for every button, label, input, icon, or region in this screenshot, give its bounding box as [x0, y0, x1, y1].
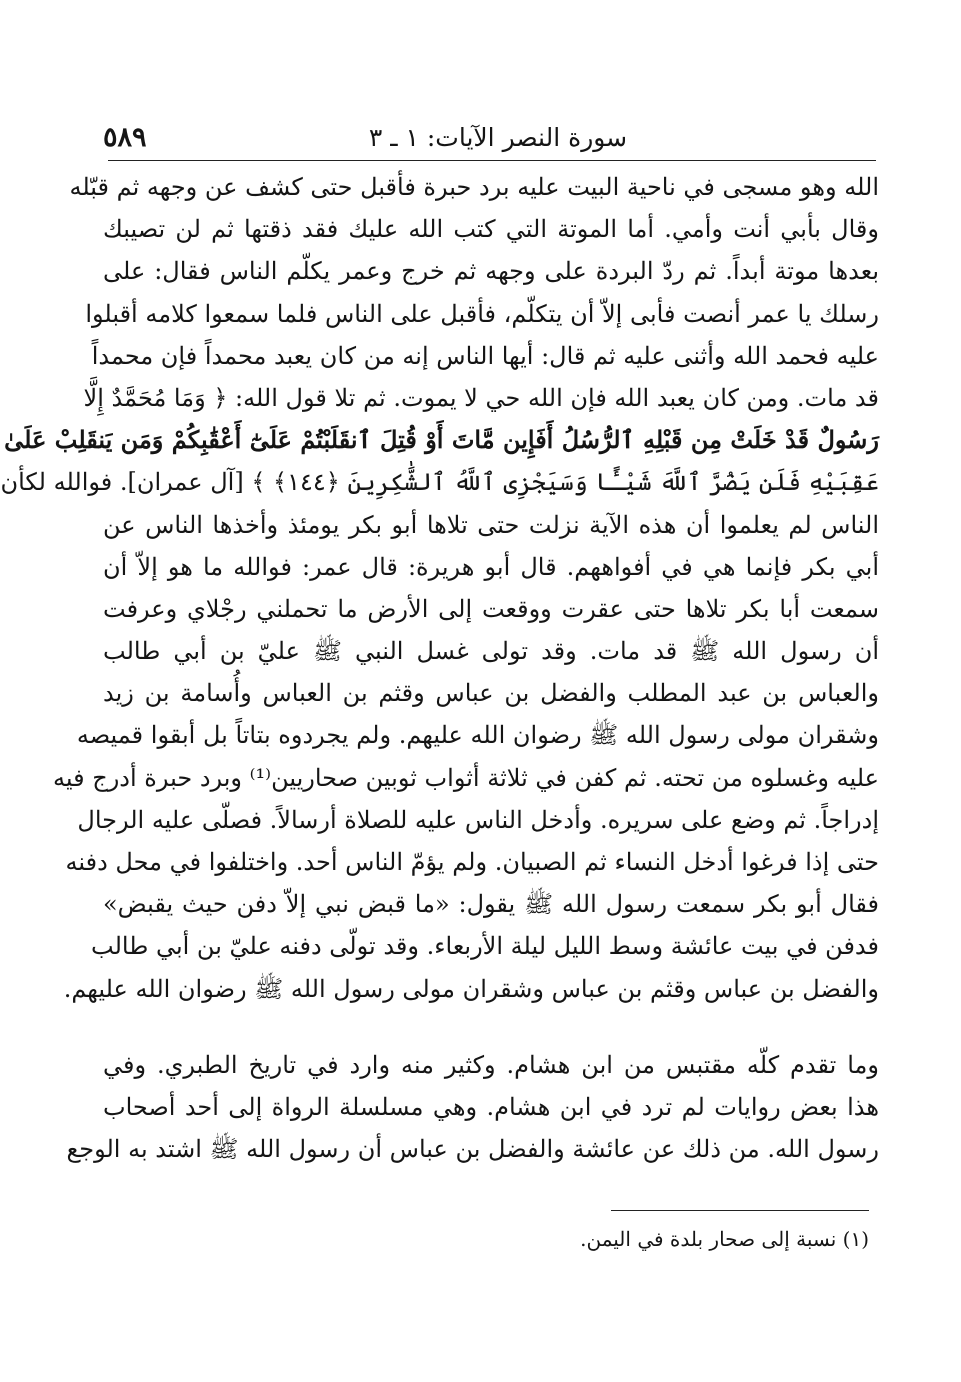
text-line: عليه فحمد الله وأثنى عليه ثم قال: أيها الناس إنه من كان يعبد محمداً فإن محمداً — [91, 341, 879, 370]
text-line: رسلك يا عمر أنصت فأبى إلاّ أن يتكلّم، فأقبل على الناس فلما سمعوا كلامه أقبلوا — [85, 299, 879, 328]
text-line: فقال أبو بكر سمعت رسول الله ﷺ يقول: «ما قبض نبي إلاّ دفن حيث يقبض» — [103, 890, 879, 919]
text-line: الله وهو مسجى في ناحية البيت عليه برد حبرة فأقبل حتى كشف عن وجهه ثم قبّله — [69, 173, 879, 201]
text-line: أن رسول الله ﷺ قد مات. وقد تولى غسل النبي ﷺ عليّ بن أبي طالب — [103, 637, 879, 666]
header-rule — [108, 160, 876, 161]
paragraph-gap — [103, 1010, 879, 1044]
text-line: وقال بأبي أنت وأمي. أما الموتة التي كتب الله عليك فقد ذقتها ثم لن تصيبك — [103, 215, 879, 244]
text-line: بعدها موتة أبداً. ثم ردّ البردة على وجهه ثم خرج وعمر يكلّم الناس فقال: على — [103, 257, 879, 286]
text-line: سمعت أبا بكر تلاها حتى عقرت ووقعت إلى الأرض ما تحملني رجْلاي وعرفت — [103, 594, 879, 623]
quran-verse-line: عَقِبَيْهِ فَلَن يَضُرَّ ٱللَّهَ شَيْـًٔا وَسَيَجْزِى ٱللَّهُ ٱلشَّٰكِرِينَ ﴿١٤٤﴾ ﴾ [آل عمران]. فوالله لكأن — [0, 468, 879, 497]
text-line: وما تقدم كلّه مقتبس من ابن هشام. وكثير منه وارد في تاريخ الطبري. وفي — [103, 1050, 879, 1079]
text-line: الناس لم يعلموا أن هذه الآية نزلت حتى تلاها أبو بكر يومئذ وأخذها الناس عن — [103, 510, 879, 539]
text-line: والفضل بن عباس وقثم بن عباس وشقران مولى رسول الله ﷺ رضوان الله عليهم. — [63, 974, 879, 1003]
running-title: سورة النصر الآيات: ١ ـ ٣ — [368, 123, 628, 152]
page-header — [103, 118, 893, 158]
text-line: عليه وغسلوه من تحته. ثم كفن في ثلاثة أثواب ثوبين صحاريين⁽¹⁾ وبرد حبرة أدرج فيه — [53, 763, 879, 792]
text-line: قد مات. ومن كان يعبد الله فإن الله حي لا يموت. ثم تلا قول الله: ﴿ وَمَا مُحَمَّدٌ إِلَّا — [83, 383, 879, 412]
text-line: أبي بكر فإنما هي في أفواههم. قال أبو هريرة: قال عمر: فوالله ما هو إلاّ أن — [103, 552, 879, 581]
text-line: والعباس بن عبد المطلب والفضل بن عباس وقثم بن العباس وأُسامة بن زيد — [103, 679, 879, 708]
footnote: (١) نسبة إلى صحار بلدة في اليمن. — [580, 1227, 869, 1251]
text-line: فدفن في بيت عائشة وسط الليل ليلة الأربعاء. وقد تولّى دفنه عليّ بن أبي طالب — [91, 932, 879, 961]
text-line: حتى إذا فرغوا أدخل النساء ثم الصبيان. ولم يؤمّ الناس أحد. واختلفوا في محل دفنه — [65, 848, 879, 876]
footnote-rule — [611, 1210, 869, 1211]
text-line: رسول الله. من ذلك عن عائشة والفضل بن عباس أن رسول الله ﷺ اشتد به الوجع — [66, 1135, 879, 1164]
page-number: ٥٨٩ — [103, 122, 147, 153]
text-line: هذا بعض روايات لم ترد في ابن هشام. وهي مسلسلة الرواة إلى أحد أصحاب — [103, 1092, 879, 1121]
body-text — [0, 166, 879, 1170]
text-line: وشقران مولى رسول الله ﷺ رضوان الله عليهم. ولم يجردوه بتاتاً بل أبقوا قميصه — [76, 721, 879, 750]
quran-verse-line: رَسُولٌ قَدْ خَلَتْ مِن قَبْلِهِ ٱلرُّسُلُ أَفَإِين مَّاتَ أَوْ قُتِلَ ٱنقَلَبْتُمْ عَلَىٰٓ أَعْقَٰبِكُمْ وَمَن يَنقَلِبْ عَلَىٰ — [4, 425, 879, 455]
text-line: إدراجاً. ثم وضع على سريره. وأدخل الناس عليه للصلاة أرسالاً. فصلّى عليه الرجال — [77, 805, 879, 834]
